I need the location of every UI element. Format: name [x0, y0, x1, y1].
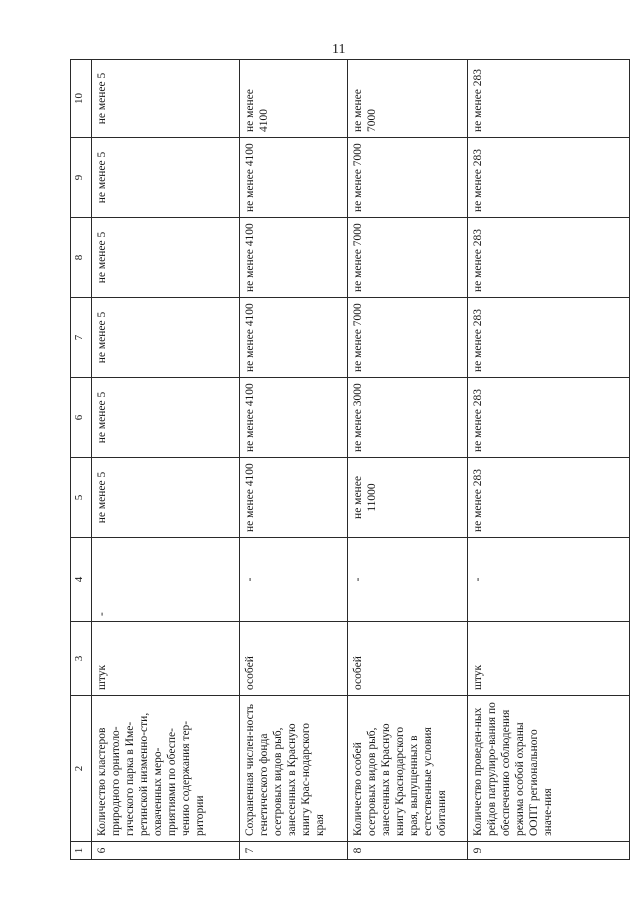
unit-cell: особей: [348, 622, 468, 696]
value-cell: -: [468, 538, 630, 622]
table-row: [468, 60, 630, 860]
indicators-table: [70, 59, 630, 860]
value-cell: не менее 283: [468, 60, 630, 138]
col-header-1: 1: [71, 842, 92, 860]
table-row: [92, 60, 240, 860]
value-cell: -: [240, 538, 348, 622]
value-cell: не менее 5: [92, 458, 240, 538]
value-cell: не менее 11000: [348, 458, 468, 538]
value-cell: не менее 7000: [348, 218, 468, 298]
unit-cell: штук: [92, 622, 240, 696]
col-header-7: 7: [71, 298, 92, 378]
row-number: 7: [240, 842, 348, 860]
value-cell: не менее 7000: [348, 298, 468, 378]
value-cell: не менее 7000: [348, 138, 468, 218]
value-cell: не менее 4100: [240, 60, 348, 138]
col-header-10: 10: [71, 60, 92, 138]
indicator-name: Количество особей осетровых видов рыб, занесенных в Красную книгу Краснодарского края, выпущенных в естественные условия обитания: [348, 696, 468, 842]
col-header-5: 5: [71, 458, 92, 538]
col-header-4: 4: [71, 538, 92, 622]
value-cell: не менее 5: [92, 138, 240, 218]
value-cell: -: [92, 538, 240, 622]
row-number: 6: [92, 842, 240, 860]
value-cell: не менее 283: [468, 378, 630, 458]
value-cell: не менее 283: [468, 138, 630, 218]
value-cell: -: [348, 538, 468, 622]
col-header-8: 8: [71, 218, 92, 298]
indicator-name: Количество кластеров природного орнитоло-гического парка в Име-ретинской низменно-сти, охваченных меро-приятиями по обеспе-чению содержания тер-ритории: [92, 696, 240, 842]
unit-cell: штук: [468, 622, 630, 696]
value-cell: не менее 3000: [348, 378, 468, 458]
page-number: 11: [332, 42, 346, 57]
value-cell: не менее 4100: [240, 218, 348, 298]
value-cell: не менее 4100: [240, 458, 348, 538]
unit-cell: особей: [240, 622, 348, 696]
value-cell: не менее 5: [92, 378, 240, 458]
indicator-name: Сохраненная числен-ность генетического фонда осетровых видов рыб, занесенных в Красную книгу Крас-нодарского края: [240, 696, 348, 842]
value-cell: не менее 7000: [348, 60, 468, 138]
value-cell: не менее 283: [468, 298, 630, 378]
value-cell: не менее 4100: [240, 138, 348, 218]
row-number: 9: [468, 842, 630, 860]
value-cell: не менее 5: [92, 60, 240, 138]
col-header-6: 6: [71, 378, 92, 458]
table-row: [240, 60, 348, 860]
value-cell: не менее 5: [92, 298, 240, 378]
col-header-9: 9: [71, 138, 92, 218]
indicator-name: Количество проведен-ных рейдов патрулиро-вания по обеспечению соблюдения режима особой охраны ООПТ регионального значе-ния: [468, 696, 630, 842]
header-row: [71, 60, 92, 860]
value-cell: не менее 283: [468, 218, 630, 298]
value-cell: не менее 4100: [240, 378, 348, 458]
row-number: 8: [348, 842, 468, 860]
value-cell: не менее 5: [92, 218, 240, 298]
value-cell: не менее 283: [468, 458, 630, 538]
col-header-3: 3: [71, 622, 92, 696]
table-row: [348, 60, 468, 860]
rotated-table-wrapper: [70, 60, 630, 860]
value-cell: не менее 4100: [240, 298, 348, 378]
col-header-2: 2: [71, 696, 92, 842]
